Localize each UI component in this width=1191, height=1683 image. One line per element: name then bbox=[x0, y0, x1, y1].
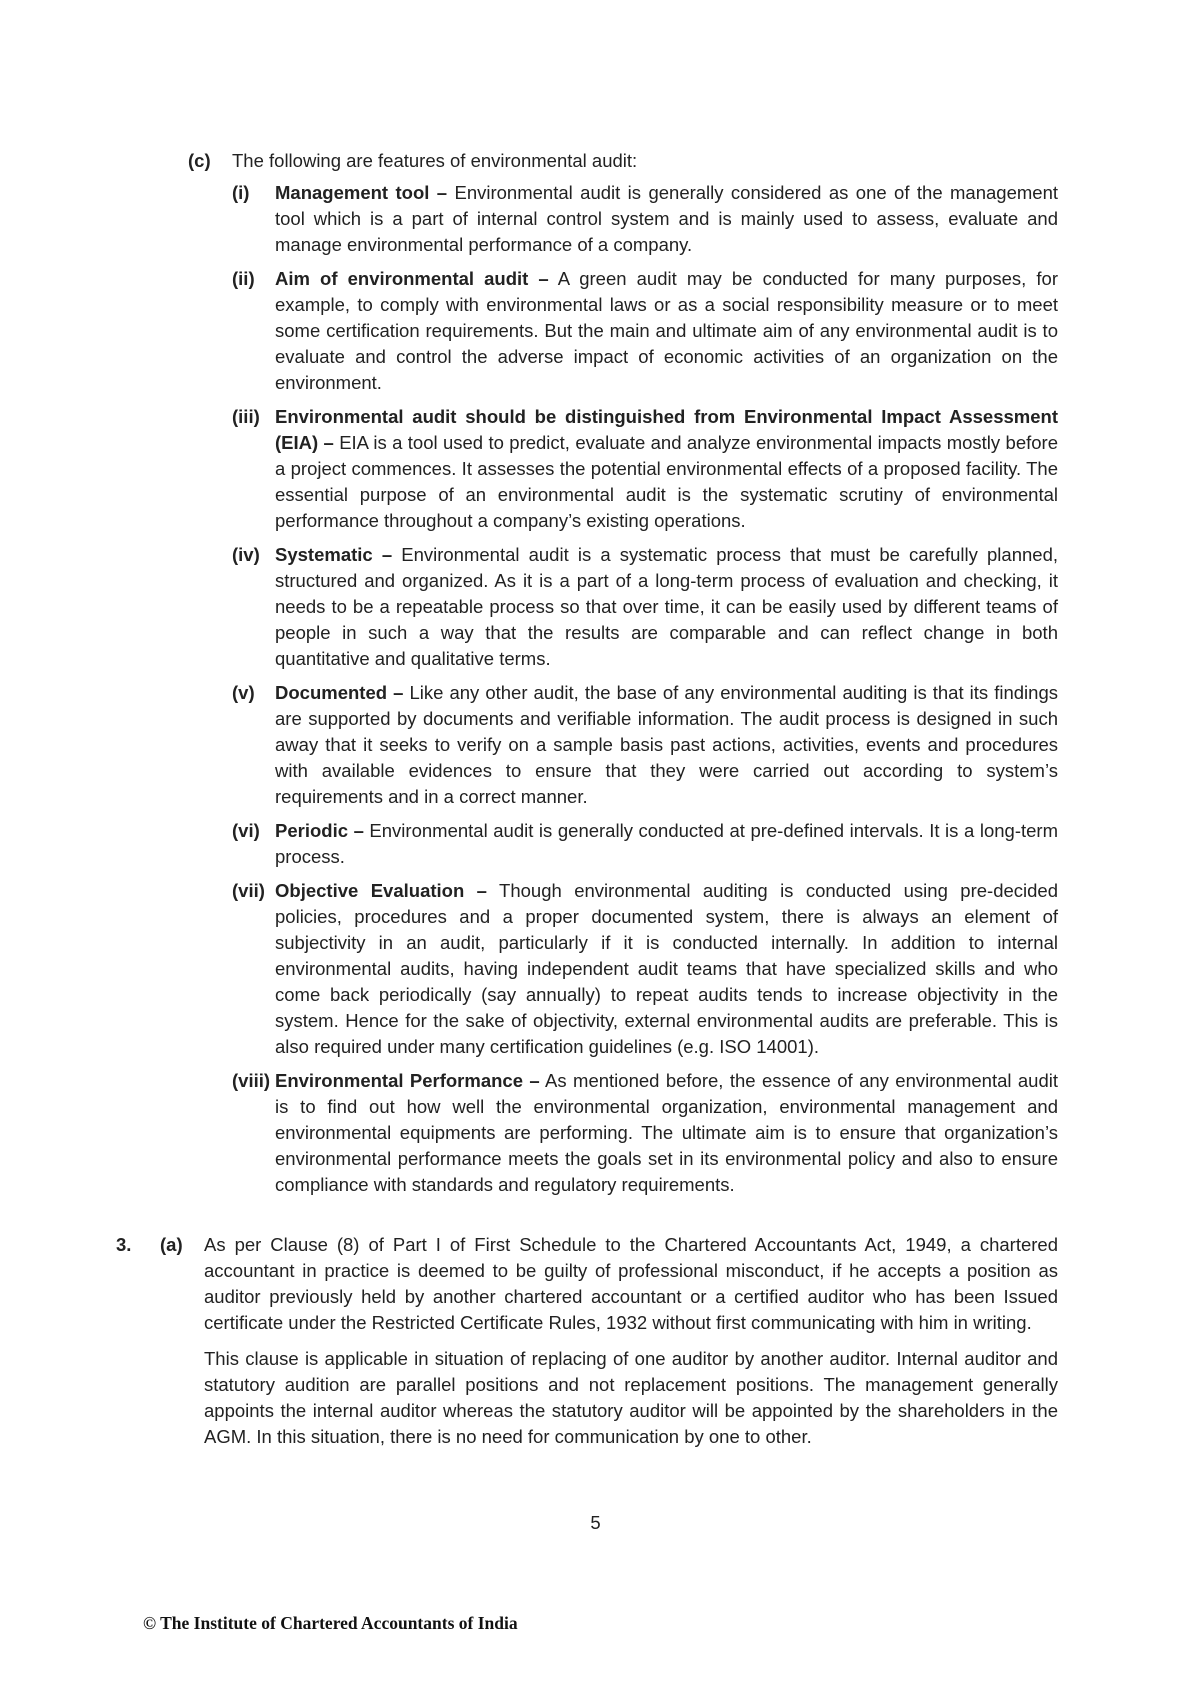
answer-body bbox=[204, 1232, 1058, 1460]
feature-number: (v) bbox=[232, 682, 255, 703]
feature-number: (viii) bbox=[232, 1070, 271, 1091]
feature-title: Management tool – bbox=[275, 182, 448, 203]
answer-paragraph: This clause is applicable in situation of replacing of one auditor by another auditor. Internal auditor and statutory audition are parallel positions and not replacement positions. The management generally appoints the internal auditor whereas the statutory auditor will be appointed by the shareholders in the AGM. In this situation, there is no need for communication by one to other. bbox=[204, 1348, 1058, 1447]
feature-item bbox=[232, 818, 1058, 870]
feature-number: (iii) bbox=[232, 406, 260, 427]
feature-text: Like any other audit, the base of any environmental auditing is that its findings are supported by documents and verifiable information. The audit process is designed in such away that it seeks to verify on a sample basis past actions, activities, events and procedures with available evidences to ensure that they were carried out according to system’s requirements and in a correct manner. bbox=[275, 682, 1058, 807]
feature-text: Environmental audit is a systematic process that must be carefully planned, structured and organized. As it is a part of a long-term process of evaluation and checking, it needs to be a repeatable process so that over time, it can be easily used by different teams of people in such a way that the results are comparable and can reflect change in both quantitative and qualitative terms. bbox=[275, 544, 1059, 669]
feature-number: (vii) bbox=[232, 880, 265, 901]
feature-item bbox=[232, 542, 1058, 672]
feature-body bbox=[275, 404, 1058, 534]
section-c-intro: The following are features of environmental audit: bbox=[232, 150, 638, 171]
feature-title: Aim of environmental audit – bbox=[275, 268, 549, 289]
question-number: 3. bbox=[116, 1234, 132, 1255]
feature-item bbox=[232, 404, 1058, 534]
feature-body bbox=[275, 1068, 1058, 1198]
feature-title: Objective Evaluation – bbox=[275, 880, 487, 901]
feature-text: EIA is a tool used to predict, evaluate and analyze environmental impacts mostly before a project commences. It assesses the potential environmental effects of a proposed facility. The essential purpose of an environmental audit is the systematic scrutiny of environmental performance throughout a company’s existing operations. bbox=[275, 432, 1058, 531]
page-number: 5 bbox=[590, 1512, 601, 1533]
feature-body bbox=[275, 266, 1058, 396]
feature-number: (vi) bbox=[232, 820, 260, 841]
footer-copyright: © The Institute of Chartered Accountants of India bbox=[143, 1613, 518, 1633]
section-c-header bbox=[188, 148, 1058, 174]
feature-title: Systematic – bbox=[275, 544, 393, 565]
feature-item bbox=[232, 180, 1058, 258]
question-part: (a) bbox=[160, 1234, 183, 1255]
feature-body bbox=[275, 818, 1058, 870]
feature-number: (ii) bbox=[232, 268, 255, 289]
feature-item bbox=[232, 878, 1058, 1060]
feature-body bbox=[275, 680, 1058, 810]
feature-text: Though environmental auditing is conducted using pre-decided policies, procedures and a proper documented system, there is always an element of subjectivity in an audit, particularly if it is conducted internally. In addition to internal environmental audits, having independent audit teams that have specialized skills and who come back periodically (say annually) to repeat audits tends to increase objectivity in the system. Hence for the sake of objectivity, external environmental audits are preferable. This is also required under many certification guidelines (e.g. ISO 14001). bbox=[275, 880, 1058, 1057]
feature-title: Environmental Performance – bbox=[275, 1070, 540, 1091]
question-3 bbox=[116, 1232, 1058, 1460]
feature-title: Environmental audit should be distinguished from Environmental Impact Assessment (EIA) – bbox=[275, 406, 1058, 453]
feature-body bbox=[275, 542, 1058, 672]
answer-paragraph: As per Clause (8) of Part I of First Schedule to the Chartered Accountants Act, 1949, a chartered accountant in practice is deemed to be guilty of professional misconduct, if he accepts a position as auditor previously held by another chartered accountant or a certified auditor who has been Issued certificate under the Restricted Certificate Rules, 1932 without first communicating with him in writing. bbox=[204, 1234, 1058, 1333]
section-c bbox=[188, 148, 1058, 1206]
feature-title: Periodic – bbox=[275, 820, 364, 841]
feature-title: Documented – bbox=[275, 682, 404, 703]
feature-item bbox=[232, 1068, 1058, 1198]
feature-body bbox=[275, 180, 1058, 258]
section-c-label: (c) bbox=[188, 150, 211, 171]
feature-text: Environmental audit is generally conducted at pre-defined intervals. It is a long-term process. bbox=[275, 820, 1058, 867]
question-3a bbox=[116, 1232, 1058, 1460]
feature-text: A green audit may be conducted for many purposes, for example, to comply with environmental laws or as a social responsibility measure or to meet some certification requirements. But the main and ultimate aim of any environmental audit is to evaluate and control the adverse impact of economic activities of an organization on the environment. bbox=[275, 268, 1058, 393]
feature-body bbox=[275, 878, 1058, 1060]
features-list bbox=[232, 180, 1058, 1198]
feature-item bbox=[232, 266, 1058, 396]
feature-number: (iv) bbox=[232, 544, 260, 565]
feature-number: (i) bbox=[232, 182, 250, 203]
feature-item bbox=[232, 680, 1058, 810]
feature-text: Environmental audit is generally considered as one of the management tool which is a part of internal control system and is mainly used to assess, evaluate and manage environmental performance of a company. bbox=[275, 182, 1058, 255]
feature-text: As mentioned before, the essence of any environmental audit is to find out how well the environmental organization, environmental management and environmental equipments are performing. The ultimate aim is to ensure that organization’s environmental performance meets the goals set in its environmental policy and also to ensure compliance with standards and regulatory requirements. bbox=[275, 1070, 1059, 1195]
